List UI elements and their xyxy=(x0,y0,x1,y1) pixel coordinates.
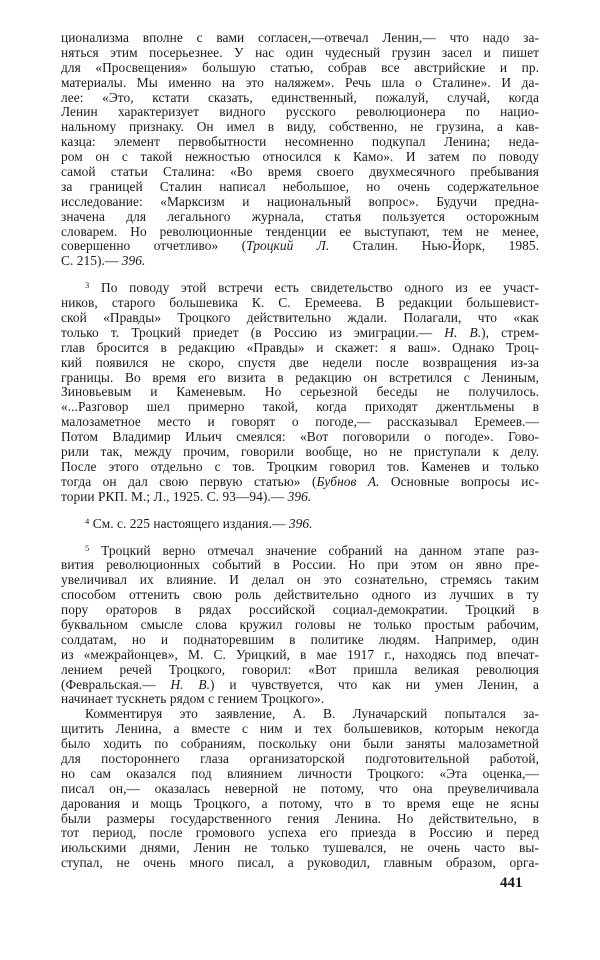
text-line: начинает тускнеть рядом с гением Троцкого». xyxy=(61,691,325,707)
text-fragment: Основные вопросы ис- xyxy=(379,473,540,489)
editor-initials: Н. В. xyxy=(170,676,211,692)
text-fragment: только т. Троцкий приедет (в Россию из эмиграции.— xyxy=(61,324,445,340)
footnote-marker: 4 xyxy=(85,515,90,526)
text-fragment: ) и чувствуется, что как ни умен Ленин, а xyxy=(210,676,539,692)
text-line: исследование: «Марксизм и национальный вопрос». Будучи предна- xyxy=(61,193,539,209)
footnote-5 xyxy=(61,544,539,872)
text-fragment: тории РКП. М.; Л., 1925. С. 93—94).— xyxy=(61,488,288,504)
footnote-3 xyxy=(61,281,539,504)
continued-note xyxy=(61,31,539,269)
text-fragment: См. с. 225 настоящего издания.— xyxy=(89,515,289,531)
text-line: были размеры государственного гения Ленина. Но действительно, в xyxy=(61,810,539,826)
text-line xyxy=(61,490,539,505)
text-line: за границей Сталин написал небольшое, но очень содержательное xyxy=(61,178,539,194)
text-line: Потом Владимир Ильич смеялся: «Вот поговорили о погоде». Гово- xyxy=(61,429,539,445)
text-line: «...Разговор шел примерно такой, когда приходят джентльмены в xyxy=(61,399,539,415)
text-line: для постороннего глаза организаторской подготовительной работой, xyxy=(61,750,539,766)
text-line: лее: «Это, кстати сказать, единственный, пожалуй, случай, когда xyxy=(61,89,539,105)
text-line: ром он с такой нежностью относился к Камо». И затем по поводу xyxy=(61,149,539,165)
text-fragment: С. 215).— xyxy=(61,253,122,269)
text-line: самой статьи Сталина: «Во время своего двухмесячного пребывания xyxy=(61,164,539,180)
text-line xyxy=(61,544,539,559)
citation-author: Троцкий Л. xyxy=(246,238,330,254)
text-fragment: тогда он дал свою первую статью» ( xyxy=(61,473,317,489)
text-line: малозаметное место и говорят о погоде,— рассказывал Еремеев.— xyxy=(61,414,539,430)
citation-author: Бубнов А. xyxy=(316,473,380,489)
text-line: июльскими днями, Ленин не только тушевался, не очень часто вы- xyxy=(61,840,539,856)
text-line: После этого отдельно с тов. Троцким говорил тов. Каменев и только xyxy=(61,458,539,474)
text-line: лением речей Троцкого, говорил: «Вот пришла великая революция xyxy=(61,661,539,677)
text-line: ников, старого большевика К. С. Еремеева. В редакции большевист- xyxy=(61,295,539,311)
text-line: ступал, не очень много писал, а руководил, главным образом, орга- xyxy=(61,855,539,871)
citation-line-end xyxy=(61,254,539,269)
text-line xyxy=(61,475,539,490)
text-line: няться этим посерьезнее. У нас один чудесный грузин засел и пишет xyxy=(61,44,539,60)
footnote-marker: 3 xyxy=(85,280,90,291)
text-line: из «межрайонцев», М. С. Урицкий, в мае 1917 г., находясь под впечат- xyxy=(61,646,539,662)
text-line: словарем. Но революционные тенденции ее выступают, тем не менее, xyxy=(61,223,539,239)
footnote-4 xyxy=(61,517,539,532)
text-line: кий появился не скоро, спустя две недели после возвращения из-за xyxy=(61,354,539,370)
page-reference: 396. xyxy=(121,253,146,269)
text-line xyxy=(61,281,539,296)
text-line xyxy=(61,517,539,532)
page-number: 441 xyxy=(500,875,523,891)
text-line: пору ораторов в рядах российской социал-демократии. Троцкий в xyxy=(61,602,539,618)
text-line: материалы. Мы именно на это наляжем». Речь шла о Сталине». И да- xyxy=(61,74,539,90)
footnote-marker: 5 xyxy=(85,542,90,553)
text-line: Ленин характеризует видного русского революционера по нацио- xyxy=(61,104,539,120)
text-fragment: совершенно отчетливо» ( xyxy=(61,238,247,254)
page-reference: 396. xyxy=(287,488,312,504)
text-fragment: ), стрем- xyxy=(481,324,539,340)
text-line xyxy=(61,326,539,341)
text-line: дарования и мощь Троцкого, а потому, что в то время еще не ясны xyxy=(61,795,539,811)
page-body xyxy=(61,31,539,871)
text-fragment: Троцкий верно отмечал значение собраний на данном этапе раз- xyxy=(89,542,539,558)
text-line: нальному признаку. Он имел в виду, собственно, не грузина, а кав- xyxy=(61,119,539,135)
text-line: буквальном смысле слова кружил головы не только простым рабочим, xyxy=(61,616,539,632)
text-line: щитить Ленина, а вместе с ним и тех большевиков, которым некогда xyxy=(61,721,539,737)
text-line: вития революционных событий в России. Но при этом он явно пре- xyxy=(61,557,539,573)
editor-initials: Н. В. xyxy=(444,324,482,340)
text-line: Зиновьевым и Каменевым. Но серьезной беседы не получилось. xyxy=(61,384,539,400)
text-line: ской «Правды» Троцкого действительно ждали. Полагали, что «как xyxy=(61,310,539,326)
text-line: тот период, после громового успеха его приезда в Россию и перед xyxy=(61,825,539,841)
text-line: но сам оказался под влиянием личности Троцкого: «Эта оценка,— xyxy=(61,765,539,781)
text-line: рили так, между прочим, говорили вообще, но не приступали к делу. xyxy=(61,444,539,460)
page-reference: 396. xyxy=(288,515,313,531)
text-line: для «Просвещения» большую статью, собрав все австрийские и пр. xyxy=(61,59,539,75)
text-line: было ходить по собраниям, поскольку они были заняты малозаметной xyxy=(61,736,539,752)
text-line: писал он,— оказалась неверной не потому, что она преувеличивала xyxy=(61,780,539,796)
citation-line xyxy=(61,239,539,254)
text-line: границы. Во время его визита в редакцию он встретился с Лениным, xyxy=(61,369,539,385)
text-line: способом оттенить свою роль действительно одного из лучших в ту xyxy=(61,587,539,603)
text-fragment: (Февральская.— xyxy=(61,676,171,692)
text-line: солдатам, но и поднаторевшим в политике людям. Например, один xyxy=(61,631,539,647)
text-line: глав бросится в редакцию «Правды» и скажет: я ваш». Однако Троц- xyxy=(61,339,539,355)
text-line: увеличивал их влияние. И делал он это сознательно, стремясь таким xyxy=(61,572,539,588)
text-line: казца: элемент первобытности несомненно подкупал Ленина; неда- xyxy=(61,134,539,150)
text-line: ционализма вполне с вами согласен,—отвечал Ленин,— что надо за- xyxy=(61,30,539,45)
text-line: значена для легального журнала, статья пользуется осторожным xyxy=(61,208,539,224)
text-line: Комментируя это заявление, А. В. Луначарский попытался за- xyxy=(85,706,539,722)
text-line xyxy=(61,678,539,693)
citation-text: Сталин. Нью-Йорк, 1985. xyxy=(329,238,539,254)
text-fragment: По поводу этой встречи есть свидетельство одного из ее участ- xyxy=(89,280,539,296)
